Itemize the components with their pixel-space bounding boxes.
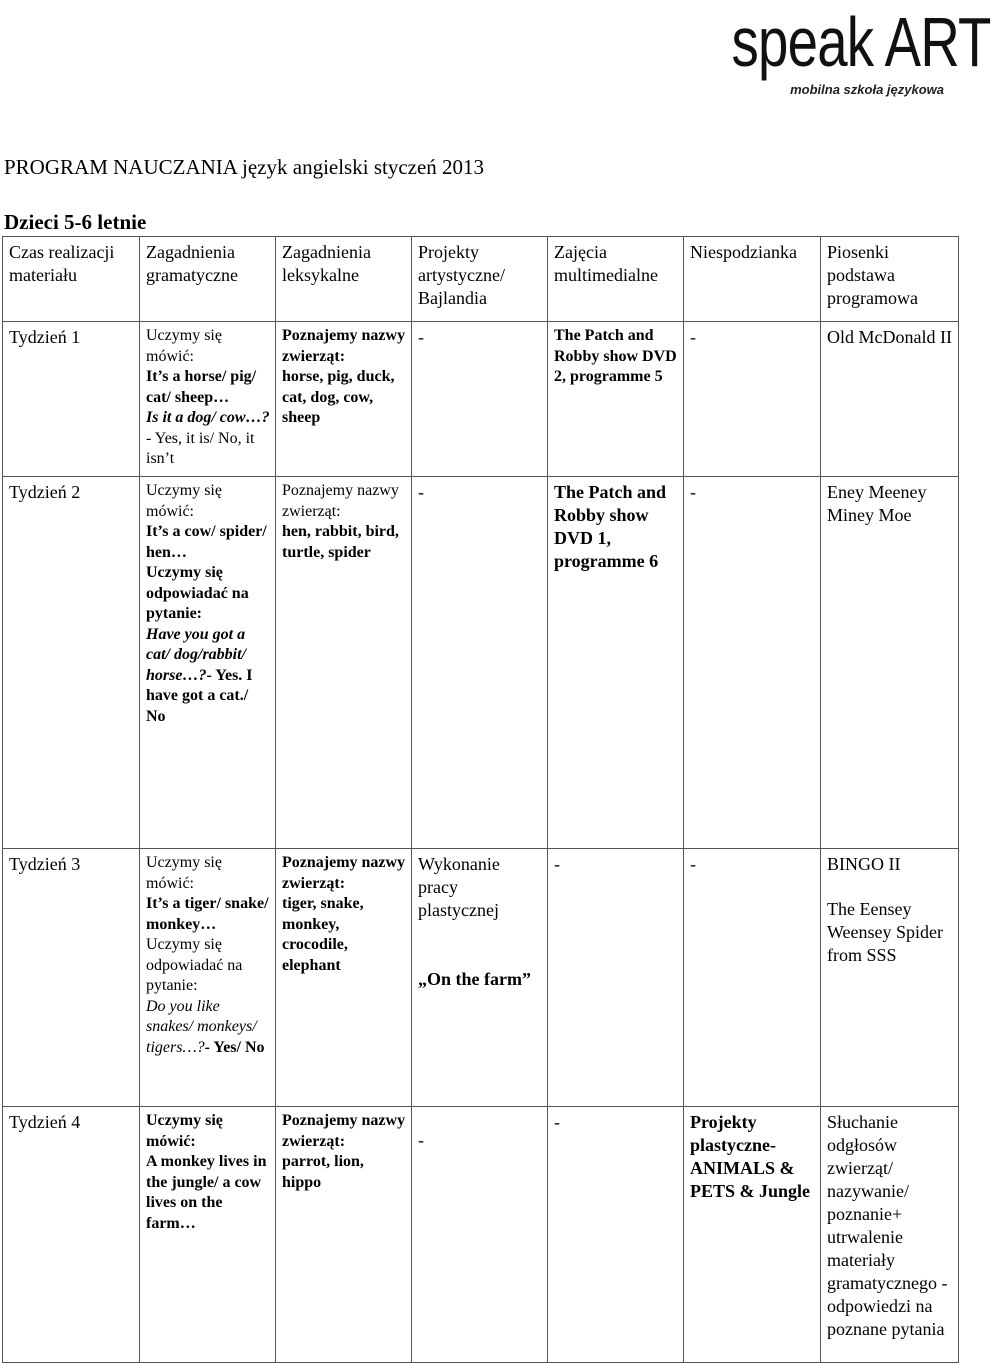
curriculum-table — [2, 236, 959, 1363]
art-cell: - — [412, 322, 548, 477]
multimedia-cell: - — [548, 1107, 684, 1363]
header-art-projects: Projekty artystyczne/ Bajlandia — [412, 237, 548, 322]
grammar-cell: Uczymy się mówić: It’s a cow/ spider/ hen… Uczymy się odpowiadać na pytanie: Have you got a cat/ dog/rabbit/ horse…?- Yes. I have got a cat./ No — [140, 477, 276, 849]
grammar-cell: Uczymy się mówić: It’s a horse/ pig/ cat/ sheep… Is it a dog/ cow…?- Yes, it is/ No, it isn’t — [140, 322, 276, 477]
multimedia-cell: The Patch and Robby show DVD 2, programme 5 — [548, 322, 684, 477]
table-row — [3, 322, 959, 477]
speakart-logo — [671, 3, 991, 97]
surprise-cell: - — [684, 849, 821, 1107]
songs-cell: BINGO II The Eensey Weensey Spider from SSS — [821, 849, 959, 1107]
document-title: PROGRAM NAUCZANIA język angielski styczeń 2013 — [4, 155, 485, 179]
table-row — [3, 849, 959, 1107]
songs-cell: Old McDonald II — [821, 322, 959, 477]
week-cell: Tydzień 3 — [3, 849, 140, 1107]
grammar-cell: Uczymy się mówić: A monkey lives in the jungle/ a cow lives on the farm… — [140, 1107, 276, 1363]
songs-cell: Eney Meeney Miney Moe — [821, 477, 959, 849]
art-cell: Wykonanie pracy plastycznej „On the farm” — [412, 849, 548, 1107]
table-row — [3, 1107, 959, 1363]
multimedia-cell: - — [548, 849, 684, 1107]
header-lexical: Zagadnienia leksykalne — [276, 237, 412, 322]
table-row — [3, 477, 959, 849]
surprise-cell: Projekty plastyczne- ANIMALS & PETS & Jungle — [684, 1107, 821, 1363]
header-surprise: Niespodzianka — [684, 237, 821, 322]
grammar-cell: Uczymy się mówić: It’s a tiger/ snake/ monkey… Uczymy się odpowiadać na pytanie: Do you like snakes/ monkeys/ tigers…?- Yes/ No — [140, 849, 276, 1107]
multimedia-cell: The Patch and Robby show DVD 1, programme 6 — [548, 477, 684, 849]
art-cell: - — [412, 1107, 548, 1363]
header-grammar: Zagadnienia gramatyczne — [140, 237, 276, 322]
songs-cell: Słuchanie odgłosów zwierząt/ nazywanie/ poznanie+ utrwalenie materiały gramatycznego - odpowiedzi na poznane pytania — [821, 1107, 959, 1363]
lexical-cell: Poznajemy nazwy zwierząt: tiger, snake, monkey, crocodile, elephant — [276, 849, 412, 1107]
surprise-cell: - — [684, 322, 821, 477]
header-multimedia: Zajęcia multimedialne — [548, 237, 684, 322]
logo-brand: speak ART — [731, 3, 991, 81]
week-cell: Tydzień 1 — [3, 322, 140, 477]
week-cell: Tydzień 4 — [3, 1107, 140, 1363]
document-subtitle: Dzieci 5-6 letnie — [4, 210, 147, 234]
lexical-cell: Poznajemy nazwy zwierząt: horse, pig, duck, cat, dog, cow, sheep — [276, 322, 412, 477]
lexical-cell: Poznajemy nazwy zwierząt: hen, rabbit, bird, turtle, spider — [276, 477, 412, 849]
art-cell: - — [412, 477, 548, 849]
surprise-cell: - — [684, 477, 821, 849]
header-time: Czas realizacji materiału — [3, 237, 140, 322]
week-cell: Tydzień 2 — [3, 477, 140, 849]
header-songs: Piosenki podstawa programowa — [821, 237, 959, 322]
lexical-cell: Poznajemy nazwy zwierząt: parrot, lion, hippo — [276, 1107, 412, 1363]
table-header-row — [3, 237, 959, 322]
logo-tagline: mobilna szkoła językowa — [790, 82, 944, 97]
